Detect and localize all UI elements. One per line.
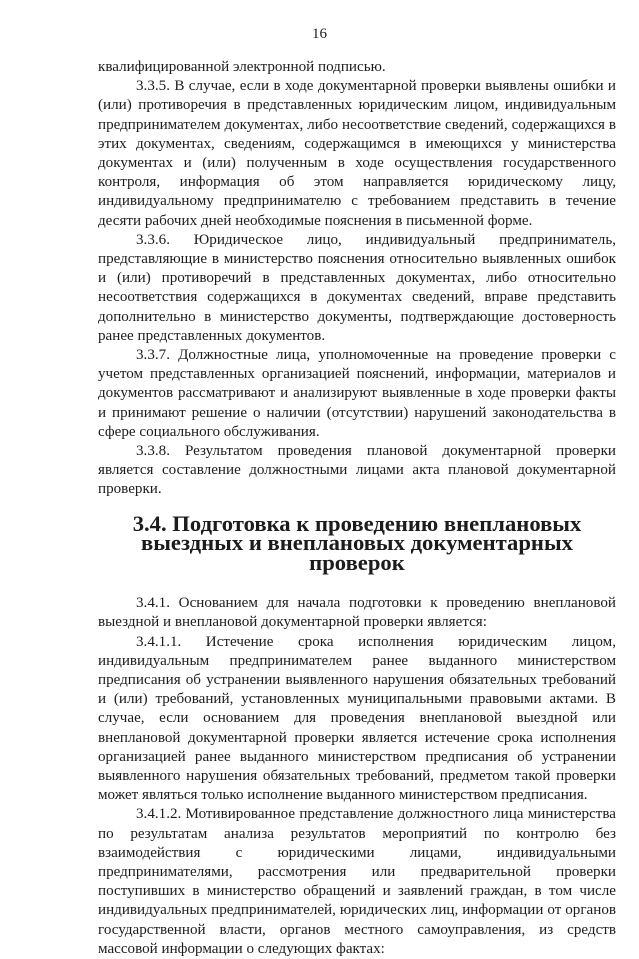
paragraph-3-3-8: 3.3.8. Результатом проведения плановой документарной проверки является составление должностными лицами акта плановой документарной проверки. xyxy=(98,443,616,498)
paragraph-continuation: квалифицированной электронной подписью. xyxy=(98,59,386,75)
document-body xyxy=(98,58,616,959)
paragraph-3-3-5: 3.3.5. В случае, если в ходе документарной проверки выявлены ошибки и (или) противоречия в представленных юридическим лицом, индивидуальным предпринимателем документах, либо несоответствие сведений, содержащихся в этих документах, сведениям, содержащимся в имеющихся у министерства документах и (или) полученным в ходе осуществления государственного контроля, информация об этом направляется юридическому лицу, индивидуальному предпринимателю с требованием представить в течение десяти рабочих дней необходимые пояснения в письменной форме. xyxy=(98,78,616,229)
paragraph-3-3-7: 3.3.7. Должностные лица, уполномоченные на проведение проверки с учетом представленных организацией пояснений, информации, материалов и документов рассматривают и анализируют выявленные в ходе проверки факты и принимают решение о наличии (отсутствии) нарушений законодательства в сфере социального обслуживания. xyxy=(98,347,616,440)
page-number: 16 xyxy=(312,26,327,42)
paragraph-3-4-1-1: 3.4.1.1. Истечение срока исполнения юридическим лицом, индивидуальным предпринимателем ранее выданного министерством предписания об устранении выявленного нарушения обязательных требований и (или) требований, установленных муниципальными правовыми актами. В случае, если основанием для проведения внеплановой выездной или внеплановой документарной проверки является истечение срока исполнения организацией ранее выданного министерством предписания об устранении выявленного нарушения обязательных требований, предметом такой проверки может являться только исполнение выданного министерством предписания. xyxy=(98,633,616,804)
section-heading-line-2: выездных и внеплановых документарных проверок xyxy=(141,530,573,575)
paragraph-3-4-1-2: 3.4.1.2. Мотивированное представление должностного лица министерства по результатам анализа результатов мероприятий по контролю без взаимодействия с юридическими лицами, индивидуальными предпринимателями, рассмотрения или предварительной проверки поступивших в министерство обращений и заявлений граждан, в том числе индивидуальных предпринимателей, юридических лиц, информации от органов государственной власти, органов местного самоуправления, из средств массовой информации о следующих фактах: xyxy=(98,806,616,957)
paragraph-3-3-6: 3.3.6. Юридическое лицо, индивидуальный предприниматель, представляющие в министерство пояснения относительно выявленных ошибок и (или) противоречий в представленных документах, либо относительно несоответствия содержащихся в документах сведений, вправе представить дополнительно в министерство документы, подтверждающие достоверность ранее представленных документов. xyxy=(98,231,616,344)
spacer xyxy=(98,572,616,594)
section-heading-3-4 xyxy=(98,510,616,575)
section-heading-line-1: 3.4. Подготовка к проведению внеплановых xyxy=(132,510,582,536)
paragraph-3-4-1: 3.4.1. Основанием для начала подготовки к проведению внеплановой выездной и внеплановой документарной проверки является: xyxy=(98,595,616,631)
